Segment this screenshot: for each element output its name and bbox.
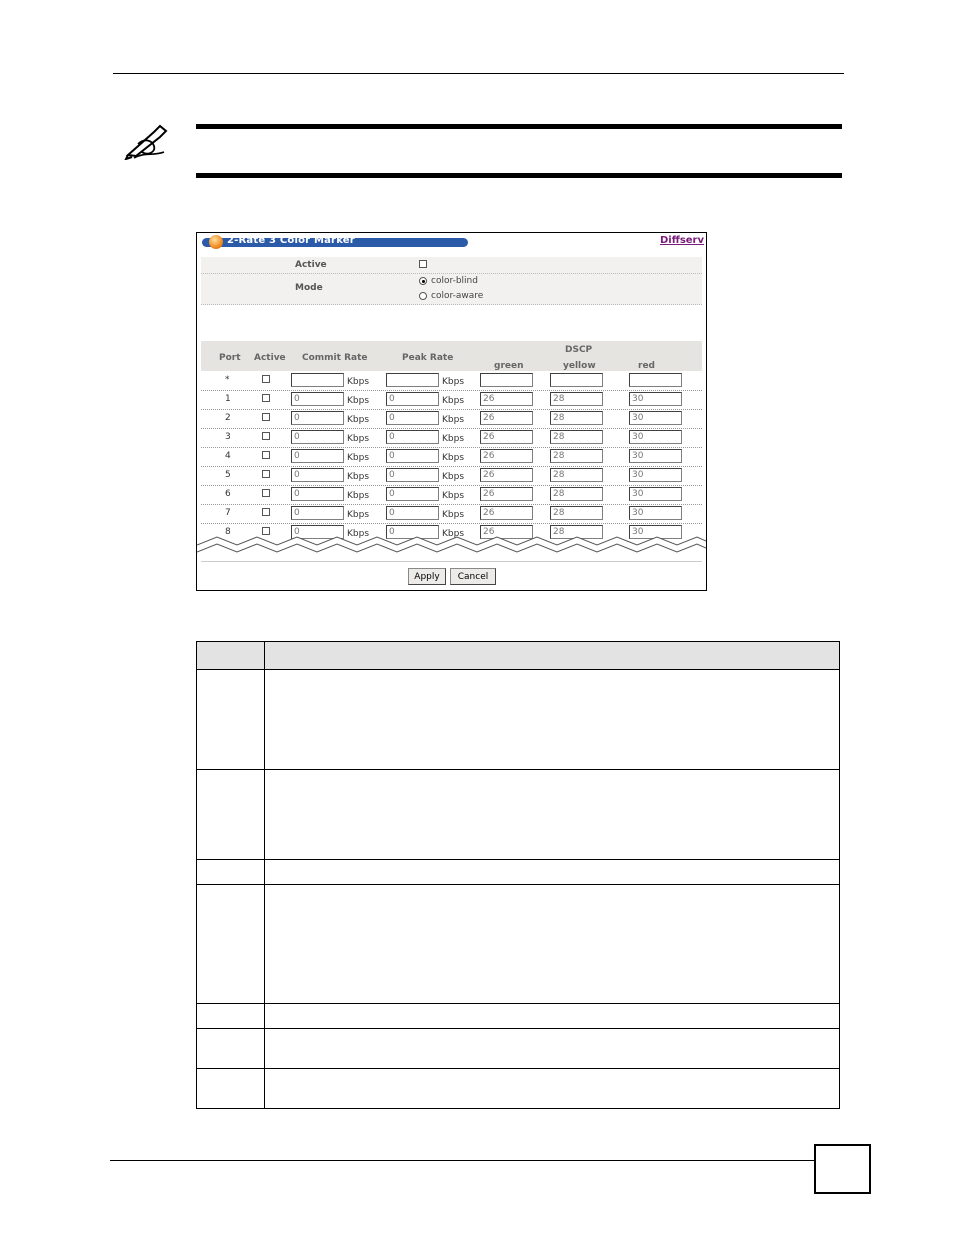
table-row-divider — [197, 1068, 839, 1069]
mode-label: Mode — [295, 283, 323, 293]
peak-unit: Kbps — [442, 434, 465, 444]
dscp-red-input[interactable]: 30 — [629, 468, 682, 482]
peak-rate-input[interactable]: 0 — [386, 487, 439, 501]
commit-unit: Kbps — [347, 434, 370, 444]
dscp-yellow-input[interactable]: 28 — [550, 525, 603, 539]
port-number: * — [225, 375, 230, 385]
dscp-red-input[interactable]: 30 — [629, 506, 682, 520]
screen-title: 2-Rate 3 Color Marker — [227, 235, 355, 246]
peak-rate-input[interactable]: 0 — [386, 411, 439, 425]
header-active: Active — [254, 353, 286, 363]
row-active-checkbox[interactable] — [262, 451, 270, 459]
table-row — [201, 428, 702, 448]
table-row-divider — [197, 1028, 839, 1029]
dscp-yellow-input[interactable] — [550, 373, 603, 387]
commit-rate-input[interactable] — [291, 373, 344, 387]
dscp-green-input[interactable]: 26 — [480, 411, 533, 425]
row-active-checkbox[interactable] — [262, 489, 270, 497]
port-table-header — [201, 341, 702, 371]
dscp-red-input[interactable] — [629, 373, 682, 387]
commit-rate-input[interactable]: 0 — [291, 525, 344, 539]
peak-rate-input[interactable] — [386, 373, 439, 387]
peak-unit: Kbps — [442, 529, 465, 539]
table-row-divider — [197, 859, 839, 860]
port-number: 1 — [225, 394, 231, 404]
peak-rate-input[interactable]: 0 — [386, 468, 439, 482]
mode-color-aware-radio[interactable] — [419, 292, 427, 300]
mode-color-blind-label: color-blind — [431, 276, 478, 286]
row-active-checkbox[interactable] — [262, 394, 270, 402]
port-number: 5 — [225, 470, 231, 480]
commit-unit: Kbps — [347, 529, 370, 539]
title-orb-icon — [209, 235, 223, 249]
commit-unit: Kbps — [347, 415, 370, 425]
commit-rate-input[interactable]: 0 — [291, 487, 344, 501]
row-active-checkbox[interactable] — [262, 375, 270, 383]
header-green: green — [494, 361, 524, 371]
commit-rate-input[interactable]: 0 — [291, 506, 344, 520]
row-active-checkbox[interactable] — [262, 413, 270, 421]
note-bar-top — [196, 124, 842, 129]
dscp-yellow-input[interactable]: 28 — [550, 392, 603, 406]
table-row — [201, 485, 702, 505]
active-row — [201, 257, 702, 274]
table-row — [201, 409, 702, 429]
port-number: 7 — [225, 508, 231, 518]
dscp-yellow-input[interactable]: 28 — [550, 468, 603, 482]
description-table-header — [197, 642, 839, 670]
commit-unit: Kbps — [347, 491, 370, 501]
dscp-red-input[interactable]: 30 — [629, 525, 682, 539]
mode-color-blind-radio[interactable] — [419, 277, 427, 285]
peak-rate-input[interactable]: 0 — [386, 430, 439, 444]
dscp-yellow-input[interactable]: 28 — [550, 430, 603, 444]
dscp-red-input[interactable]: 30 — [629, 487, 682, 501]
button-separator — [201, 561, 702, 562]
note-pen-icon — [124, 122, 172, 160]
port-number: 2 — [225, 413, 231, 423]
dscp-yellow-input[interactable]: 28 — [550, 449, 603, 463]
mode-color-aware-label: color-aware — [431, 291, 484, 301]
header-commit-rate: Commit Rate — [302, 353, 368, 363]
global-active-checkbox[interactable] — [419, 260, 427, 268]
commit-unit: Kbps — [347, 377, 370, 387]
dscp-red-input[interactable]: 30 — [629, 430, 682, 444]
trtcm-screen — [196, 232, 707, 591]
dscp-green-input[interactable]: 26 — [480, 449, 533, 463]
dscp-green-input[interactable]: 26 — [480, 468, 533, 482]
header-peak-rate: Peak Rate — [402, 353, 454, 363]
diffserv-link[interactable]: Diffserv — [659, 235, 704, 246]
page-number-box — [814, 1144, 871, 1194]
dscp-green-input[interactable]: 26 — [480, 525, 533, 539]
commit-rate-input[interactable]: 0 — [291, 392, 344, 406]
field-description-table — [196, 641, 840, 1109]
dscp-green-input[interactable]: 26 — [480, 430, 533, 444]
dscp-yellow-input[interactable]: 28 — [550, 411, 603, 425]
port-number: 4 — [225, 451, 231, 461]
active-label: Active — [295, 260, 327, 270]
cancel-button[interactable]: Cancel — [450, 568, 496, 585]
table-column-divider — [264, 642, 265, 1108]
peak-rate-input[interactable]: 0 — [386, 525, 439, 539]
dscp-red-input[interactable]: 30 — [629, 411, 682, 425]
dscp-green-input[interactable]: 26 — [480, 392, 533, 406]
commit-unit: Kbps — [347, 472, 370, 482]
peak-rate-input[interactable]: 0 — [386, 392, 439, 406]
apply-button[interactable]: Apply — [408, 568, 446, 585]
peak-unit: Kbps — [442, 377, 465, 387]
port-number: 6 — [225, 489, 231, 499]
table-row — [201, 390, 702, 410]
commit-rate-input[interactable]: 0 — [291, 411, 344, 425]
table-row — [201, 504, 702, 524]
peak-rate-input[interactable]: 0 — [386, 506, 439, 520]
peak-rate-input[interactable]: 0 — [386, 449, 439, 463]
peak-unit: Kbps — [442, 472, 465, 482]
peak-unit: Kbps — [442, 396, 465, 406]
dscp-red-input[interactable]: 30 — [629, 449, 682, 463]
dscp-yellow-input[interactable]: 28 — [550, 506, 603, 520]
commit-unit: Kbps — [347, 453, 370, 463]
commit-unit: Kbps — [347, 396, 370, 406]
commit-unit: Kbps — [347, 510, 370, 520]
row-active-checkbox[interactable] — [262, 508, 270, 516]
header-rule — [113, 73, 844, 74]
note-bar-bottom — [196, 173, 842, 178]
commit-rate-input[interactable]: 0 — [291, 468, 344, 482]
header-yellow: yellow — [563, 361, 596, 371]
dscp-yellow-input[interactable]: 28 — [550, 487, 603, 501]
torn-edge-divider — [197, 533, 706, 563]
peak-unit: Kbps — [442, 415, 465, 425]
dscp-green-input[interactable]: 26 — [480, 506, 533, 520]
table-row-divider — [197, 769, 839, 770]
dscp-green-input[interactable]: 26 — [480, 487, 533, 501]
table-row — [201, 447, 702, 467]
peak-unit: Kbps — [442, 453, 465, 463]
port-number: 3 — [225, 432, 231, 442]
table-row — [201, 371, 702, 391]
table-row — [201, 466, 702, 486]
header-red: red — [638, 361, 655, 371]
table-row-divider — [197, 1003, 839, 1004]
row-active-checkbox[interactable] — [262, 470, 270, 478]
dscp-green-input[interactable] — [480, 373, 533, 387]
port-number: 8 — [225, 527, 231, 537]
dscp-red-input[interactable]: 30 — [629, 392, 682, 406]
commit-rate-input[interactable]: 0 — [291, 430, 344, 444]
header-port: Port — [219, 353, 241, 363]
commit-rate-input[interactable]: 0 — [291, 449, 344, 463]
header-dscp: DSCP — [565, 345, 593, 355]
footer-rule — [110, 1160, 815, 1161]
table-row-divider — [197, 884, 839, 885]
peak-unit: Kbps — [442, 491, 465, 501]
row-active-checkbox[interactable] — [262, 432, 270, 440]
peak-unit: Kbps — [442, 510, 465, 520]
mode-row — [201, 274, 702, 305]
